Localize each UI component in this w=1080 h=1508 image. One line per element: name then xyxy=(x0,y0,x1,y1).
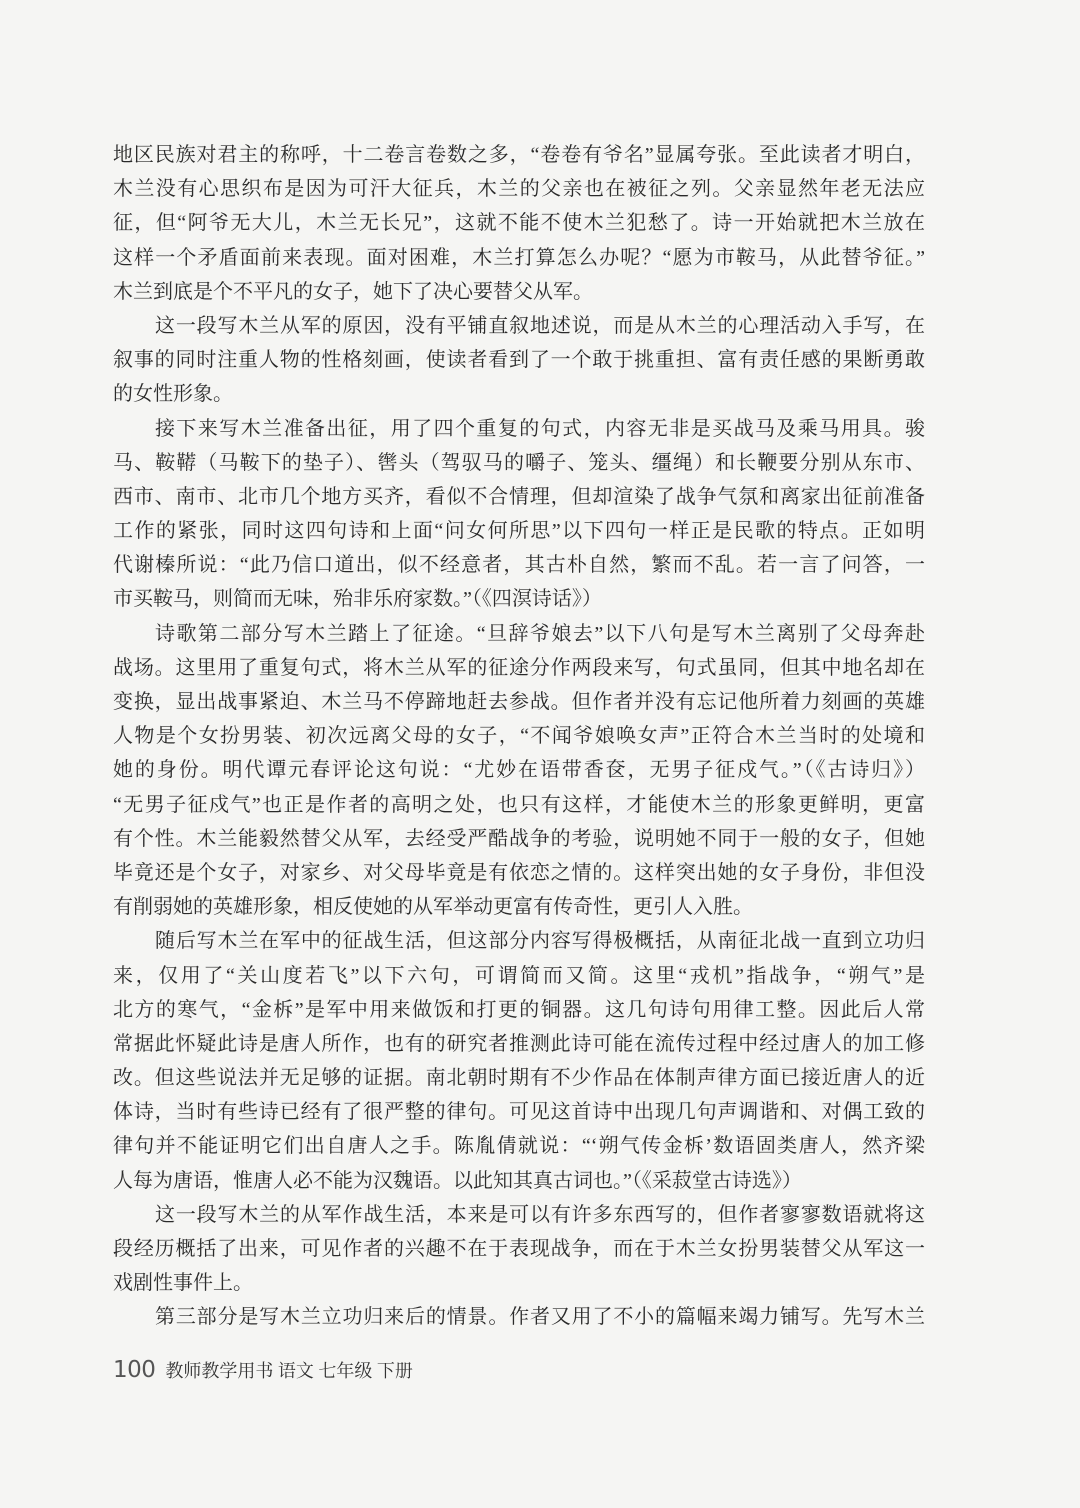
text-line: 西市、南市、北市几个地方买齐，看似不合情理，但却渲染了战争气氛和离家出征前准备 xyxy=(113,485,925,508)
text-line: 人物是个女扮男装、初次远离父母的女子，“不闻爷娘唤女声”正符合木兰当时的处境和 xyxy=(113,725,925,748)
text-line: 常据此怀疑此诗是唐人所作，也有的研究者推测此诗可能在流传过程中经过唐人的加工修 xyxy=(113,1032,925,1055)
paragraph xyxy=(113,309,925,412)
text-line: 征，但“阿爷无大儿，木兰无长兄”，这就不能不使木兰犯愁了。诗一开始就把木兰放在 xyxy=(113,212,925,235)
text-line: 随后写木兰在军中的征战生活，但这部分内容写得极概括，从南征北战一直到立功归 xyxy=(155,930,925,953)
page-number: 100 xyxy=(113,1357,156,1383)
text-line: “无男子征戍气”也正是作者的高明之处，也只有这样，才能使木兰的形象更鲜明，更富 xyxy=(113,793,925,816)
running-title: 教师教学用书 语文 七年级 下册 xyxy=(165,1361,413,1381)
text-line: 木兰没有心思织布是因为可汗大征兵，木兰的父亲也在被征之列。父亲显然年老无法应 xyxy=(113,178,925,201)
page-footer xyxy=(113,1354,413,1386)
text-line: 律句并不能证明它们出自唐人之手。陈胤倩就说：“‘朔气传金柝’数语固类唐人，然齐梁 xyxy=(113,1135,925,1158)
text-line: 这一段写木兰的从军作战生活，本来是可以有许多东西写的，但作者寥寥数语就将这 xyxy=(155,1203,925,1226)
text-line: 这样一个矛盾面前来表现。面对困难，木兰打算怎么办呢？“愿为市鞍马，从此替爷征。” xyxy=(113,246,925,269)
text-line: 体诗，当时有些诗已经有了很严整的律句。可见这首诗中出现几句声调谐和、对偶工致的 xyxy=(113,1101,925,1124)
text-line: 诗歌第二部分写木兰踏上了征途。“旦辞爷娘去”以下八句是写木兰离别了父母奔赴 xyxy=(155,622,925,645)
text-line: 叙事的同时注重人物的性格刻画，使读者看到了一个敢于挑重担、富有责任感的果断勇敢 xyxy=(113,349,925,372)
text-line: 改。但这些说法并无足够的证据。南北朝时期有不少作品在体制声律方面已接近唐人的近 xyxy=(113,1067,925,1090)
text-line: 马、鞍鞯（马鞍下的垫子）、辔头（驾驭马的嚼子、笼头、缰绳）和长鞭要分别从东市、 xyxy=(113,451,925,474)
text-line: 来，仅用了“关山度若飞”以下六句，可谓简而又简。这里“戎机”指战争，“朔气”是 xyxy=(113,964,925,987)
text-line: 接下来写木兰准备出征，用了四个重复的句式，内容无非是买战马及乘马用具。骏 xyxy=(155,417,925,440)
text-line: 地区民族对君主的称呼，十二卷言卷数之多，“卷卷有爷名”显属夸张。至此读者才明白， xyxy=(113,144,925,166)
paragraph xyxy=(113,138,925,309)
text-line: 工作的紧张，同时这四句诗和上面“问女何所思”以下四句一样正是民歌的特点。正如明 xyxy=(113,520,925,543)
text-line: 有削弱她的英雄形象，相反使她的从军举动更富有传奇性，更引人入胜。 xyxy=(113,896,753,919)
text-line: 北方的寒气，“金柝”是军中用来做饭和打更的铜器。这几句诗句用律工整。因此后人常 xyxy=(113,998,925,1021)
text-line: 人每为唐语，惟唐人必不能为汉魏语。以此知其真古词也。”（《采菽堂古诗选》） xyxy=(113,1169,802,1192)
text-line: 第三部分是写木兰立功归来后的情景。作者又用了不小的篇幅来竭力铺写。先写木兰 xyxy=(155,1306,925,1329)
text-line: 这一段写木兰从军的原因，没有平铺直叙地述说，而是从木兰的心理活动入手写，在 xyxy=(155,314,925,337)
text-line: 战场。这里用了重复句式，将木兰从军的征途分作两段来写，句式虽同，但其中地名却在 xyxy=(113,656,925,679)
text-line: 戏剧性事件上。 xyxy=(113,1272,253,1295)
paragraph xyxy=(113,412,925,617)
text-line: 段经历概括了出来，可见作者的兴趣不在于表现战争，而在于木兰女扮男装替父从军这一 xyxy=(113,1238,925,1260)
body-text xyxy=(113,138,925,1335)
text-line: 代谢榛所说：“此乃信口道出，似不经意者，其古朴自然，繁而不乱。若一言了问答，一 xyxy=(113,554,925,577)
text-line: 市买鞍马，则简而无味，殆非乐府家数。”（《四溟诗话》） xyxy=(113,588,602,611)
paragraph xyxy=(113,1300,925,1334)
text-line: 有个性。木兰能毅然替父从军，去经受严酷战争的考验，说明她不同于一般的女子，但她 xyxy=(113,827,925,850)
paragraph xyxy=(113,1198,925,1301)
paragraph xyxy=(113,924,925,1198)
text-line: 木兰到底是个不平凡的女子，她下了决心要替父从军。 xyxy=(113,280,593,303)
text-line: 变换，显出战事紧迫、木兰马不停蹄地赶去参战。但作者并没有忘记他所着力刻画的英雄 xyxy=(113,691,925,713)
paragraph xyxy=(113,617,925,925)
text-line: 她的身份。明代谭元春评论这句说：“尤妙在语带香奁，无男子征戍气。”（《古诗归》） xyxy=(113,759,925,782)
text-line: 的女性形象。 xyxy=(113,383,233,406)
text-line: 毕竟还是个女子，对家乡、对父母毕竟是有依恋之情的。这样突出她的女子身份，非但没 xyxy=(113,861,925,884)
